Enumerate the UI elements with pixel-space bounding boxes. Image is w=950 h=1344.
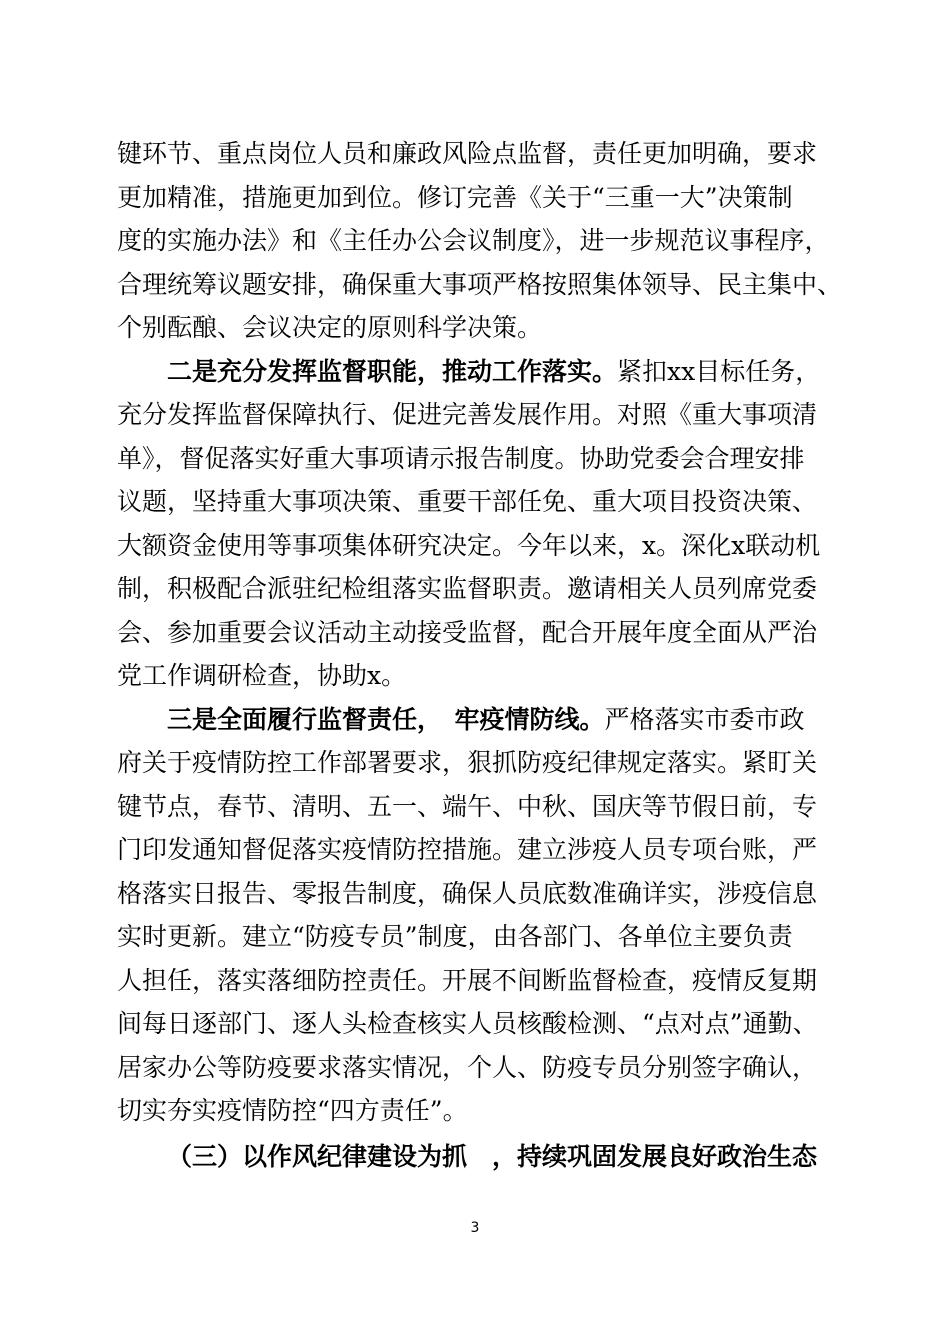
- text-line: 更加精准，措施更加到位。修订完善《关于“三重一大”决策制: [117, 182, 793, 212]
- page-number: 3: [470, 1220, 480, 1236]
- paragraph-lead-heading: 三是全面履行监督责任， 牢疫情防线。: [167, 704, 605, 734]
- text-line: 议题，坚持重大事项决策、重要干部任免、重大项目投资决策、: [117, 487, 818, 516]
- text-line: 府关于疫情防控工作部署要求，狠抓防疫纪律规定落实。紧盯关: [117, 748, 818, 777]
- paragraph-first-line: [117, 698, 837, 742]
- text-line: 间每日逐部门、逐人头检查核实人员核酸检测、“点对点”通勤、: [117, 1009, 818, 1038]
- section-heading: （三）以作风纪律建设为抓 ，持续巩固发展良好政治生态: [167, 1141, 818, 1171]
- paragraph-lead-rest: 严格落实市委市政: [604, 704, 805, 734]
- text-line: 合理统筹议题安排，确保重大事项严格按照集体领导、民主集中、: [117, 269, 843, 299]
- text-line: 居家办公等防疫要求落实情况，个人、防疫专员分别签字确认，: [117, 1052, 818, 1082]
- paragraph-lead-heading: 二是充分发挥监督职能，推动工作落实。: [167, 356, 618, 386]
- text-line: 键节点，春节、清明、五一、端午、中秋、国庆等节假日前，专: [117, 791, 818, 821]
- text-line: 个别酝酿、会议决定的原则科学决策。: [117, 313, 543, 342]
- text-line: 党工作调研检查，协助x。: [117, 661, 407, 690]
- document-body: [117, 132, 843, 1178]
- text-line: 实时更新。建立“防疫专员”制度，由各部门、各单位主要负责: [117, 922, 793, 951]
- text-line: 切实夯实疫情防控“四方责任”。: [117, 1096, 468, 1125]
- paragraph-first-line: [117, 350, 837, 394]
- paragraph-1: [117, 132, 843, 350]
- text-line: 门印发通知督促落实疫情防控措施。建立涉疫人员专项台账，严: [117, 835, 818, 864]
- text-line: 人担任，落实落细防控责任。开展不间断监督检查，疫情反复期: [117, 965, 818, 995]
- text-line: 单》，督促落实好重大事项请示报告制度。协助党委会合理安排: [117, 443, 805, 473]
- paragraph-3: [117, 698, 837, 1133]
- text-line: 度的实施办法》和《主任办公会议制度》，进一步规范议事程序，: [117, 226, 830, 255]
- text-line: 键环节、重点岗位人员和廉政风险点监督，责任更加明确，要求: [117, 139, 818, 168]
- paragraph-2: [117, 350, 837, 698]
- text-line: 制，积极配合派驻纪检组落实监督职责。邀请相关人员列席党委: [117, 574, 818, 603]
- text-line: 充分发挥监督保障执行、促进完善发展作用。对照《重大事项清: [117, 400, 818, 429]
- text-line: 会、参加重要会议活动主动接受监督，配合开展年度全面从严治: [117, 617, 818, 647]
- text-line: 大额资金使用等事项集体研究决定。今年以来，x。深化x联动机: [117, 530, 821, 560]
- text-line: 格落实日报告、零报告制度，确保人员底数准确详实，涉疫信息: [117, 878, 818, 908]
- paragraph-lead-rest: 紧扣xx目标任务，: [617, 356, 821, 386]
